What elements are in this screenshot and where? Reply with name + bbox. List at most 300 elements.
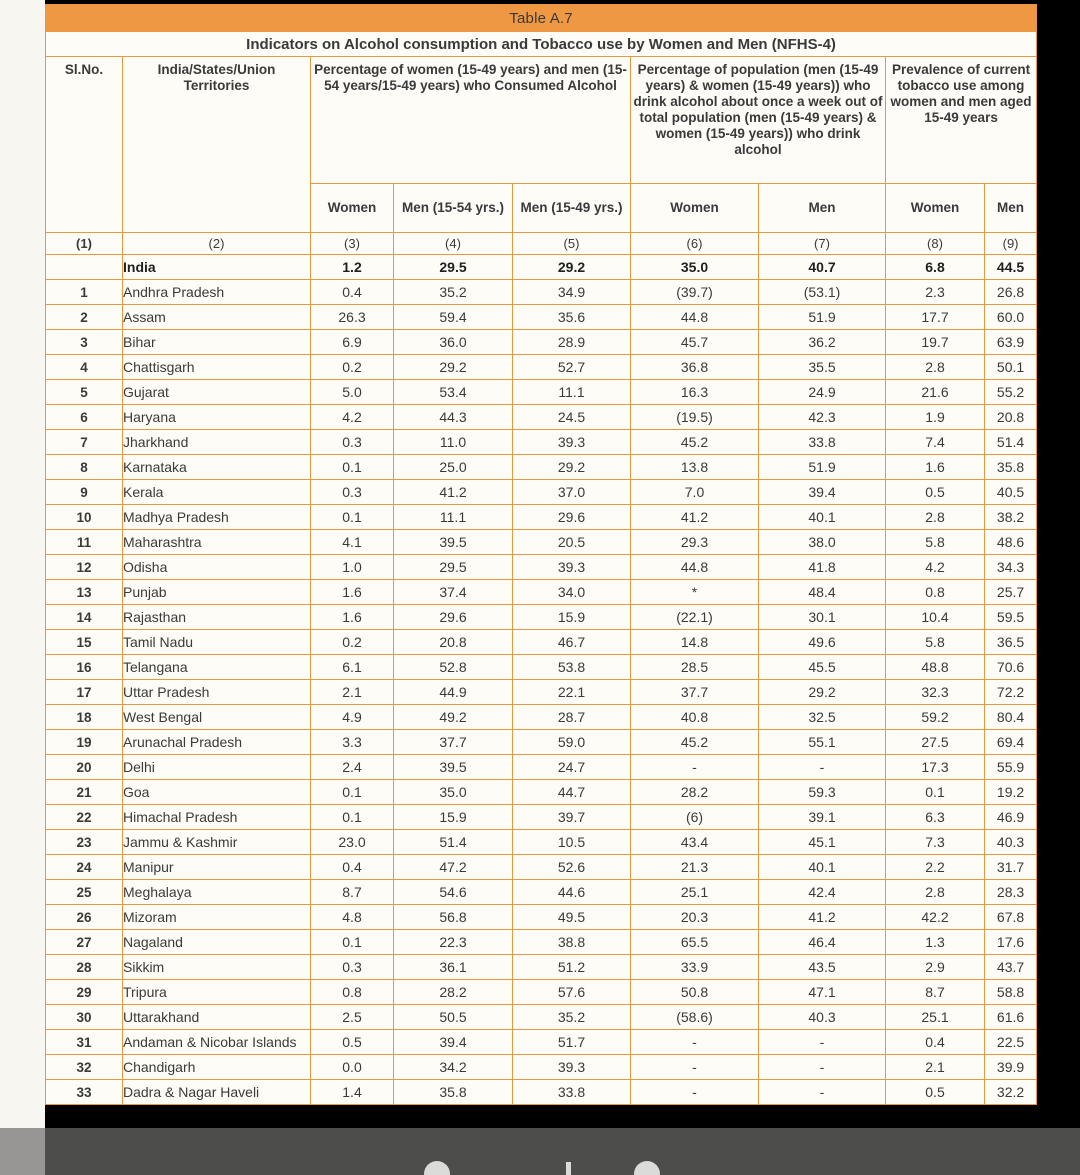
row-women-tobacco-use: 2.8 xyxy=(886,355,985,380)
row-men-weekly-drinkers: 47.1 xyxy=(759,980,886,1005)
row-women-tobacco-use: 48.8 xyxy=(886,655,985,680)
row-men-tobacco-use: 59.5 xyxy=(985,605,1037,630)
row-serial-number: 2 xyxy=(46,305,123,330)
row-men-1554-consumed-alcohol: 49.2 xyxy=(394,705,513,730)
row-women-consumed-alcohol: 8.7 xyxy=(311,880,394,905)
row-women-consumed-alcohol: 0.3 xyxy=(311,430,394,455)
row-women-tobacco-use: 17.3 xyxy=(886,755,985,780)
row-men-1554-consumed-alcohol: 52.8 xyxy=(394,655,513,680)
row-women-consumed-alcohol: 2.5 xyxy=(311,1005,394,1030)
row-women-consumed-alcohol: 26.3 xyxy=(311,305,394,330)
row-women-tobacco-use: 1.9 xyxy=(886,405,985,430)
row-women-tobacco-use: 5.8 xyxy=(886,630,985,655)
row-women-tobacco-use: 2.9 xyxy=(886,955,985,980)
row-region-name: Andaman & Nicobar Islands xyxy=(123,1030,311,1055)
row-serial-number: 18 xyxy=(46,705,123,730)
row-men-tobacco-use: 55.9 xyxy=(985,755,1037,780)
row-men-weekly-drinkers: 40.1 xyxy=(759,505,886,530)
table-row xyxy=(46,1055,1037,1080)
row-region-name: Kerala xyxy=(123,480,311,505)
row-women-consumed-alcohol: 0.8 xyxy=(311,980,394,1005)
header-region: India/States/Union Territories xyxy=(123,57,311,233)
row-region-name: Himachal Pradesh xyxy=(123,805,311,830)
header-group-row xyxy=(46,57,1037,184)
row-men-1549-consumed-alcohol: 11.1 xyxy=(513,380,631,405)
row-women-consumed-alcohol: 1.4 xyxy=(311,1080,394,1105)
row-men-1549-consumed-alcohol: 59.0 xyxy=(513,730,631,755)
row-serial-number: 3 xyxy=(46,330,123,355)
row-men-1549-consumed-alcohol: 38.8 xyxy=(513,930,631,955)
row-region-name: Chandigarh xyxy=(123,1055,311,1080)
row-men-weekly-drinkers: 40.7 xyxy=(759,255,886,280)
row-region-name: Madhya Pradesh xyxy=(123,505,311,530)
row-women-weekly-drinkers: 45.2 xyxy=(631,430,759,455)
header-sub-men-1554: Men (15-54 yrs.) xyxy=(394,184,513,233)
row-region-name: Punjab xyxy=(123,580,311,605)
row-women-tobacco-use: 0.4 xyxy=(886,1030,985,1055)
row-women-consumed-alcohol: 0.3 xyxy=(311,955,394,980)
row-men-tobacco-use: 39.9 xyxy=(985,1055,1037,1080)
table-row xyxy=(46,355,1037,380)
row-men-weekly-drinkers: 40.1 xyxy=(759,855,886,880)
row-women-consumed-alcohol: 0.4 xyxy=(311,855,394,880)
row-men-1554-consumed-alcohol: 47.2 xyxy=(394,855,513,880)
row-region-name: Jammu & Kashmir xyxy=(123,830,311,855)
row-men-tobacco-use: 61.6 xyxy=(985,1005,1037,1030)
bottom-overlay-bar xyxy=(0,1128,1080,1175)
row-women-weekly-drinkers: (19.5) xyxy=(631,405,759,430)
row-women-consumed-alcohol: 4.9 xyxy=(311,705,394,730)
row-men-1549-consumed-alcohol: 33.8 xyxy=(513,1080,631,1105)
row-women-weekly-drinkers: 37.7 xyxy=(631,680,759,705)
colnum-8: (8) xyxy=(886,233,985,255)
row-women-tobacco-use: 0.5 xyxy=(886,1080,985,1105)
row-serial-number: 15 xyxy=(46,630,123,655)
table-row xyxy=(46,280,1037,305)
row-men-1554-consumed-alcohol: 56.8 xyxy=(394,905,513,930)
row-women-consumed-alcohol: 4.2 xyxy=(311,405,394,430)
bottom-ghost-shapes xyxy=(0,1162,1080,1175)
row-serial-number: 6 xyxy=(46,405,123,430)
row-serial-number: 30 xyxy=(46,1005,123,1030)
row-men-weekly-drinkers: 51.9 xyxy=(759,305,886,330)
row-men-1554-consumed-alcohol: 20.8 xyxy=(394,630,513,655)
row-women-consumed-alcohol: 0.2 xyxy=(311,355,394,380)
row-serial-number: 24 xyxy=(46,855,123,880)
row-serial-number: 25 xyxy=(46,880,123,905)
row-men-1554-consumed-alcohol: 29.5 xyxy=(394,555,513,580)
row-men-1549-consumed-alcohol: 57.6 xyxy=(513,980,631,1005)
table-row xyxy=(46,255,1037,280)
row-region-name: Mizoram xyxy=(123,905,311,930)
row-region-name: Manipur xyxy=(123,855,311,880)
table-row xyxy=(46,1005,1037,1030)
row-serial-number: 4 xyxy=(46,355,123,380)
row-women-weekly-drinkers: (6) xyxy=(631,805,759,830)
colnum-6: (6) xyxy=(631,233,759,255)
row-women-tobacco-use: 6.8 xyxy=(886,255,985,280)
row-men-1549-consumed-alcohol: 53.8 xyxy=(513,655,631,680)
row-serial-number: 29 xyxy=(46,980,123,1005)
row-women-weekly-drinkers: 33.9 xyxy=(631,955,759,980)
row-men-weekly-drinkers: (53.1) xyxy=(759,280,886,305)
row-men-1554-consumed-alcohol: 50.5 xyxy=(394,1005,513,1030)
row-women-tobacco-use: 2.3 xyxy=(886,280,985,305)
row-serial-number: 23 xyxy=(46,830,123,855)
row-women-consumed-alcohol: 0.3 xyxy=(311,480,394,505)
header-group-tobacco: Prevalence of current tobacco use among women and men aged 15-49 years xyxy=(886,57,1037,184)
row-women-consumed-alcohol: 23.0 xyxy=(311,830,394,855)
row-men-1554-consumed-alcohol: 44.3 xyxy=(394,405,513,430)
row-women-weekly-drinkers: - xyxy=(631,755,759,780)
table-body xyxy=(46,255,1037,1105)
row-women-weekly-drinkers: 35.0 xyxy=(631,255,759,280)
header-sub-men-1549: Men (15-49 yrs.) xyxy=(513,184,631,233)
row-men-weekly-drinkers: 39.1 xyxy=(759,805,886,830)
row-men-weekly-drinkers: 42.3 xyxy=(759,405,886,430)
row-women-weekly-drinkers: 65.5 xyxy=(631,930,759,955)
table-row xyxy=(46,755,1037,780)
table-row xyxy=(46,430,1037,455)
row-men-1554-consumed-alcohol: 11.0 xyxy=(394,430,513,455)
row-region-name: Arunachal Pradesh xyxy=(123,730,311,755)
row-women-weekly-drinkers: - xyxy=(631,1055,759,1080)
header-group-weekly: Percentage of population (men (15-49 years) & women (15-49 years)) who drink alcohol about once a week out of total population (men (15-49 years) & women (15-49 years)) who drink alcohol xyxy=(631,57,886,184)
row-women-weekly-drinkers: 7.0 xyxy=(631,480,759,505)
row-men-tobacco-use: 26.8 xyxy=(985,280,1037,305)
row-serial-number: 8 xyxy=(46,455,123,480)
row-women-weekly-drinkers: 43.4 xyxy=(631,830,759,855)
row-serial-number: 9 xyxy=(46,480,123,505)
table-row xyxy=(46,830,1037,855)
row-men-1554-consumed-alcohol: 25.0 xyxy=(394,455,513,480)
header-slno: Sl.No. xyxy=(46,57,123,233)
row-men-tobacco-use: 25.7 xyxy=(985,580,1037,605)
row-women-consumed-alcohol: 0.2 xyxy=(311,630,394,655)
row-men-1554-consumed-alcohol: 44.9 xyxy=(394,680,513,705)
row-men-1549-consumed-alcohol: 44.7 xyxy=(513,780,631,805)
row-men-weekly-drinkers: 41.8 xyxy=(759,555,886,580)
row-men-tobacco-use: 20.8 xyxy=(985,405,1037,430)
header-group-alcohol: Percentage of women (15-49 years) and men (15-54 years/15-49 years) who Consumed Alcohol xyxy=(311,57,631,184)
row-women-tobacco-use: 8.7 xyxy=(886,980,985,1005)
row-men-1549-consumed-alcohol: 49.5 xyxy=(513,905,631,930)
row-region-name: Tripura xyxy=(123,980,311,1005)
table-row xyxy=(46,580,1037,605)
row-women-weekly-drinkers: 45.7 xyxy=(631,330,759,355)
row-region-name: Karnataka xyxy=(123,455,311,480)
row-women-tobacco-use: 0.5 xyxy=(886,480,985,505)
row-women-consumed-alcohol: 3.3 xyxy=(311,730,394,755)
table-row xyxy=(46,730,1037,755)
row-serial-number: 21 xyxy=(46,780,123,805)
row-men-weekly-drinkers: 45.5 xyxy=(759,655,886,680)
table-head xyxy=(46,5,1037,255)
row-men-weekly-drinkers: 38.0 xyxy=(759,530,886,555)
row-men-weekly-drinkers: - xyxy=(759,1080,886,1105)
row-women-consumed-alcohol: 1.6 xyxy=(311,580,394,605)
row-men-1554-consumed-alcohol: 35.2 xyxy=(394,280,513,305)
row-men-weekly-drinkers: 59.3 xyxy=(759,780,886,805)
row-women-weekly-drinkers: 14.8 xyxy=(631,630,759,655)
row-region-name: Chattisgarh xyxy=(123,355,311,380)
row-region-name: Andhra Pradesh xyxy=(123,280,311,305)
row-men-1549-consumed-alcohol: 29.6 xyxy=(513,505,631,530)
row-men-weekly-drinkers: 41.2 xyxy=(759,905,886,930)
table-row xyxy=(46,555,1037,580)
row-men-1554-consumed-alcohol: 53.4 xyxy=(394,380,513,405)
row-men-1549-consumed-alcohol: 39.7 xyxy=(513,805,631,830)
row-women-consumed-alcohol: 1.2 xyxy=(311,255,394,280)
row-women-consumed-alcohol: 0.1 xyxy=(311,505,394,530)
table-row xyxy=(46,305,1037,330)
row-region-name: Maharashtra xyxy=(123,530,311,555)
row-region-name: Dadra & Nagar Haveli xyxy=(123,1080,311,1105)
ghost-shape-right xyxy=(634,1161,660,1175)
row-women-tobacco-use: 2.1 xyxy=(886,1055,985,1080)
row-men-1549-consumed-alcohol: 35.6 xyxy=(513,305,631,330)
row-serial-number: 7 xyxy=(46,430,123,455)
row-women-tobacco-use: 25.1 xyxy=(886,1005,985,1030)
row-men-weekly-drinkers: 55.1 xyxy=(759,730,886,755)
row-women-weekly-drinkers: 50.8 xyxy=(631,980,759,1005)
row-region-name: India xyxy=(123,255,311,280)
row-men-tobacco-use: 40.5 xyxy=(985,480,1037,505)
row-women-consumed-alcohol: 1.0 xyxy=(311,555,394,580)
table-row xyxy=(46,880,1037,905)
colnum-7: (7) xyxy=(759,233,886,255)
row-women-tobacco-use: 2.2 xyxy=(886,855,985,880)
ghost-shape-left xyxy=(424,1161,450,1175)
table-row xyxy=(46,705,1037,730)
row-women-consumed-alcohol: 2.1 xyxy=(311,680,394,705)
row-region-name: Goa xyxy=(123,780,311,805)
row-men-1554-consumed-alcohol: 51.4 xyxy=(394,830,513,855)
row-region-name: Uttar Pradesh xyxy=(123,680,311,705)
row-women-consumed-alcohol: 0.0 xyxy=(311,1055,394,1080)
colnum-4: (4) xyxy=(394,233,513,255)
row-women-weekly-drinkers: 20.3 xyxy=(631,905,759,930)
row-serial-number: 33 xyxy=(46,1080,123,1105)
row-women-weekly-drinkers: 36.8 xyxy=(631,355,759,380)
row-women-weekly-drinkers: - xyxy=(631,1080,759,1105)
row-women-weekly-drinkers: 40.8 xyxy=(631,705,759,730)
row-men-tobacco-use: 80.4 xyxy=(985,705,1037,730)
row-men-1554-consumed-alcohol: 36.0 xyxy=(394,330,513,355)
row-men-1554-consumed-alcohol: 22.3 xyxy=(394,930,513,955)
row-women-consumed-alcohol: 5.0 xyxy=(311,380,394,405)
row-women-weekly-drinkers: 13.8 xyxy=(631,455,759,480)
table-subtitle: Indicators on Alcohol consumption and Tobacco use by Women and Men (NFHS-4) xyxy=(46,32,1037,57)
row-women-tobacco-use: 19.7 xyxy=(886,330,985,355)
row-men-weekly-drinkers: 29.2 xyxy=(759,680,886,705)
row-men-tobacco-use: 60.0 xyxy=(985,305,1037,330)
table-row xyxy=(46,605,1037,630)
row-men-1549-consumed-alcohol: 51.2 xyxy=(513,955,631,980)
row-men-1549-consumed-alcohol: 39.3 xyxy=(513,1055,631,1080)
row-men-1554-consumed-alcohol: 39.4 xyxy=(394,1030,513,1055)
row-women-tobacco-use: 32.3 xyxy=(886,680,985,705)
row-men-tobacco-use: 35.8 xyxy=(985,455,1037,480)
row-men-weekly-drinkers: - xyxy=(759,1055,886,1080)
row-men-tobacco-use: 28.3 xyxy=(985,880,1037,905)
row-men-weekly-drinkers: 51.9 xyxy=(759,455,886,480)
row-region-name: West Bengal xyxy=(123,705,311,730)
ghost-shape-middle xyxy=(566,1162,571,1175)
table-row xyxy=(46,505,1037,530)
row-region-name: Rajasthan xyxy=(123,605,311,630)
row-men-weekly-drinkers: 32.5 xyxy=(759,705,886,730)
table-title-row xyxy=(46,5,1037,32)
row-men-weekly-drinkers: 48.4 xyxy=(759,580,886,605)
row-men-tobacco-use: 70.6 xyxy=(985,655,1037,680)
table-row xyxy=(46,930,1037,955)
row-men-tobacco-use: 58.8 xyxy=(985,980,1037,1005)
row-men-tobacco-use: 50.1 xyxy=(985,355,1037,380)
row-men-1554-consumed-alcohol: 36.1 xyxy=(394,955,513,980)
row-men-1549-consumed-alcohol: 35.2 xyxy=(513,1005,631,1030)
row-women-weekly-drinkers: 28.2 xyxy=(631,780,759,805)
row-women-consumed-alcohol: 4.8 xyxy=(311,905,394,930)
row-women-tobacco-use: 21.6 xyxy=(886,380,985,405)
row-men-1554-consumed-alcohol: 37.7 xyxy=(394,730,513,755)
row-men-weekly-drinkers: 35.5 xyxy=(759,355,886,380)
row-serial-number xyxy=(46,255,123,280)
row-serial-number: 16 xyxy=(46,655,123,680)
row-men-1554-consumed-alcohol: 59.4 xyxy=(394,305,513,330)
row-women-tobacco-use: 7.3 xyxy=(886,830,985,855)
row-men-tobacco-use: 69.4 xyxy=(985,730,1037,755)
row-women-weekly-drinkers: 25.1 xyxy=(631,880,759,905)
row-serial-number: 26 xyxy=(46,905,123,930)
row-men-1549-consumed-alcohol: 39.3 xyxy=(513,430,631,455)
table-row xyxy=(46,330,1037,355)
row-men-weekly-drinkers: 43.5 xyxy=(759,955,886,980)
row-women-tobacco-use: 10.4 xyxy=(886,605,985,630)
row-men-1549-consumed-alcohol: 24.7 xyxy=(513,755,631,780)
row-men-tobacco-use: 40.3 xyxy=(985,830,1037,855)
row-men-tobacco-use: 67.8 xyxy=(985,905,1037,930)
row-women-weekly-drinkers: 16.3 xyxy=(631,380,759,405)
row-men-1549-consumed-alcohol: 34.9 xyxy=(513,280,631,305)
row-men-1554-consumed-alcohol: 39.5 xyxy=(394,755,513,780)
row-men-1554-consumed-alcohol: 34.2 xyxy=(394,1055,513,1080)
header-sub-women-tobacco: Women xyxy=(886,184,985,233)
row-women-consumed-alcohol: 6.9 xyxy=(311,330,394,355)
row-women-consumed-alcohol: 0.1 xyxy=(311,455,394,480)
row-men-1554-consumed-alcohol: 37.4 xyxy=(394,580,513,605)
row-region-name: Uttarakhand xyxy=(123,1005,311,1030)
row-women-weekly-drinkers: 21.3 xyxy=(631,855,759,880)
row-women-consumed-alcohol: 1.6 xyxy=(311,605,394,630)
row-serial-number: 31 xyxy=(46,1030,123,1055)
row-men-1549-consumed-alcohol: 44.6 xyxy=(513,880,631,905)
row-serial-number: 5 xyxy=(46,380,123,405)
row-men-1549-consumed-alcohol: 28.7 xyxy=(513,705,631,730)
row-men-tobacco-use: 19.2 xyxy=(985,780,1037,805)
row-region-name: Bihar xyxy=(123,330,311,355)
row-women-weekly-drinkers: 44.8 xyxy=(631,555,759,580)
row-women-consumed-alcohol: 0.1 xyxy=(311,805,394,830)
row-men-tobacco-use: 51.4 xyxy=(985,430,1037,455)
table-title: Table A.7 xyxy=(46,5,1037,32)
row-women-weekly-drinkers: (39.7) xyxy=(631,280,759,305)
table-row xyxy=(46,955,1037,980)
row-men-tobacco-use: 43.7 xyxy=(985,955,1037,980)
row-women-consumed-alcohol: 0.5 xyxy=(311,1030,394,1055)
row-men-1554-consumed-alcohol: 11.1 xyxy=(394,505,513,530)
table-row xyxy=(46,1030,1037,1055)
row-men-weekly-drinkers: 33.8 xyxy=(759,430,886,455)
row-women-consumed-alcohol: 0.1 xyxy=(311,780,394,805)
row-men-1549-consumed-alcohol: 29.2 xyxy=(513,255,631,280)
row-women-tobacco-use: 27.5 xyxy=(886,730,985,755)
row-women-weekly-drinkers: 28.5 xyxy=(631,655,759,680)
table-row xyxy=(46,455,1037,480)
row-women-tobacco-use: 0.8 xyxy=(886,580,985,605)
row-serial-number: 32 xyxy=(46,1055,123,1080)
table-row xyxy=(46,630,1037,655)
row-serial-number: 13 xyxy=(46,580,123,605)
row-men-1549-consumed-alcohol: 37.0 xyxy=(513,480,631,505)
row-women-consumed-alcohol: 2.4 xyxy=(311,755,394,780)
row-women-tobacco-use: 5.8 xyxy=(886,530,985,555)
row-men-1554-consumed-alcohol: 39.5 xyxy=(394,530,513,555)
table-container xyxy=(45,4,1036,1105)
row-men-weekly-drinkers: - xyxy=(759,755,886,780)
row-serial-number: 20 xyxy=(46,755,123,780)
table-row xyxy=(46,680,1037,705)
row-men-tobacco-use: 55.2 xyxy=(985,380,1037,405)
row-women-consumed-alcohol: 6.1 xyxy=(311,655,394,680)
row-women-weekly-drinkers: - xyxy=(631,1030,759,1055)
row-men-1549-consumed-alcohol: 52.7 xyxy=(513,355,631,380)
header-sub-men-weekly: Men xyxy=(759,184,886,233)
table-row xyxy=(46,905,1037,930)
row-women-consumed-alcohol: 0.4 xyxy=(311,280,394,305)
colnum-5: (5) xyxy=(513,233,631,255)
table-row xyxy=(46,980,1037,1005)
row-women-tobacco-use: 42.2 xyxy=(886,905,985,930)
row-women-weekly-drinkers: (22.1) xyxy=(631,605,759,630)
row-serial-number: 1 xyxy=(46,280,123,305)
table-row xyxy=(46,855,1037,880)
row-men-1549-consumed-alcohol: 28.9 xyxy=(513,330,631,355)
row-region-name: Nagaland xyxy=(123,930,311,955)
row-men-weekly-drinkers: 49.6 xyxy=(759,630,886,655)
row-men-1554-consumed-alcohol: 29.5 xyxy=(394,255,513,280)
row-region-name: Odisha xyxy=(123,555,311,580)
row-men-weekly-drinkers: 36.2 xyxy=(759,330,886,355)
row-women-weekly-drinkers: 45.2 xyxy=(631,730,759,755)
row-women-weekly-drinkers: 44.8 xyxy=(631,305,759,330)
row-region-name: Jharkhand xyxy=(123,430,311,455)
row-serial-number: 19 xyxy=(46,730,123,755)
row-region-name: Sikkim xyxy=(123,955,311,980)
row-women-tobacco-use: 0.1 xyxy=(886,780,985,805)
row-men-1549-consumed-alcohol: 15.9 xyxy=(513,605,631,630)
row-men-1549-consumed-alcohol: 51.7 xyxy=(513,1030,631,1055)
row-men-1554-consumed-alcohol: 35.8 xyxy=(394,1080,513,1105)
row-men-tobacco-use: 34.3 xyxy=(985,555,1037,580)
row-men-weekly-drinkers: 46.4 xyxy=(759,930,886,955)
table-row xyxy=(46,655,1037,680)
row-men-1549-consumed-alcohol: 39.3 xyxy=(513,555,631,580)
row-men-weekly-drinkers: 40.3 xyxy=(759,1005,886,1030)
table-row xyxy=(46,480,1037,505)
row-men-weekly-drinkers: 30.1 xyxy=(759,605,886,630)
table-row xyxy=(46,530,1037,555)
